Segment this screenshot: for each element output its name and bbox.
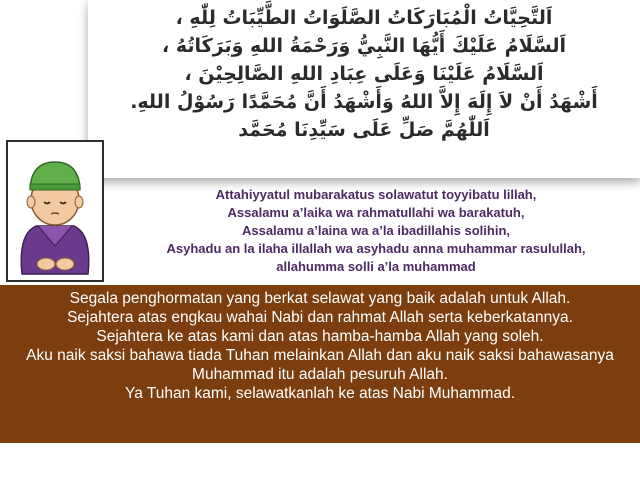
arabic-text-card <box>88 0 640 178</box>
translation-line-5: Ya Tuhan kami, selawatkanlah ke atas Nabi Muhammad. <box>125 385 515 402</box>
arabic-line-4: أَشْهَدُ أَنْ لاَ إِلَهَ إِلاَّ اللهُ وَأَشْهَدُ أَنَّ مُحَمَّدًا رَسُوْلُ اللهِ. <box>130 91 598 113</box>
praying-boy-illustration <box>6 140 104 282</box>
transliteration-line-1: Attahiyyatul mubarakatus solawatut toyyibatu lillah, <box>215 187 537 202</box>
transliteration-line-5: allahumma solli a’la muhammad <box>276 259 476 274</box>
arabic-line-2: اَلسَّلَامُ عَلَيْكَ أَيُّهَا النَّبِيُّ وَرَحْمَةُ اللهِ وَبَرَكَاتُهُ ، <box>162 35 566 57</box>
transliteration-line-4: Asyhadu an la ilaha illallah wa asyhadu anna muhammar rasulullah, <box>166 241 586 256</box>
translation-panel <box>0 285 640 443</box>
arabic-line-5: اَللّٰهُمَّ صَلِّ عَلَى سَيِّدِنَا مُحَمَّد <box>238 119 490 141</box>
arabic-line-3: اَلسَّلَامُ عَلَيْنَا وَعَلَى عِبَادِ اللهِ الصَّالِحِيْنَ ، <box>184 63 544 85</box>
praying-boy-icon <box>8 142 102 280</box>
translation-line-3: Sejahtera ke atas kami dan atas hamba-hamba Allah yang soleh. <box>96 328 544 345</box>
transliteration-line-3: Assalamu a’laina wa a’la ibadillahis solihin, <box>241 223 511 238</box>
translation-line-1: Segala penghormatan yang berkat selawat yang baik adalah untuk Allah. <box>69 290 571 307</box>
translation-line-4: Aku naik saksi bahawa tiada Tuhan melainkan Allah dan aku naik saksi bahawasanya Muhammad itu adalah pesuruh Allah. <box>26 347 614 383</box>
arabic-line-1: اَلتَّحِيَّاتُ الْمُبَارَكَاتُ الصَّلَوَاتُ الطَّيِّبَاتُ لِلّٰهِ ، <box>175 7 553 29</box>
transliteration-line-2: Assalamu a’laika wa rahmatullahi wa barakatuh, <box>227 205 525 220</box>
transliteration-text <box>112 186 640 276</box>
translation-line-2: Sejahtera atas engkau wahai Nabi dan rahmat Allah serta keberkatannya. <box>67 309 573 326</box>
